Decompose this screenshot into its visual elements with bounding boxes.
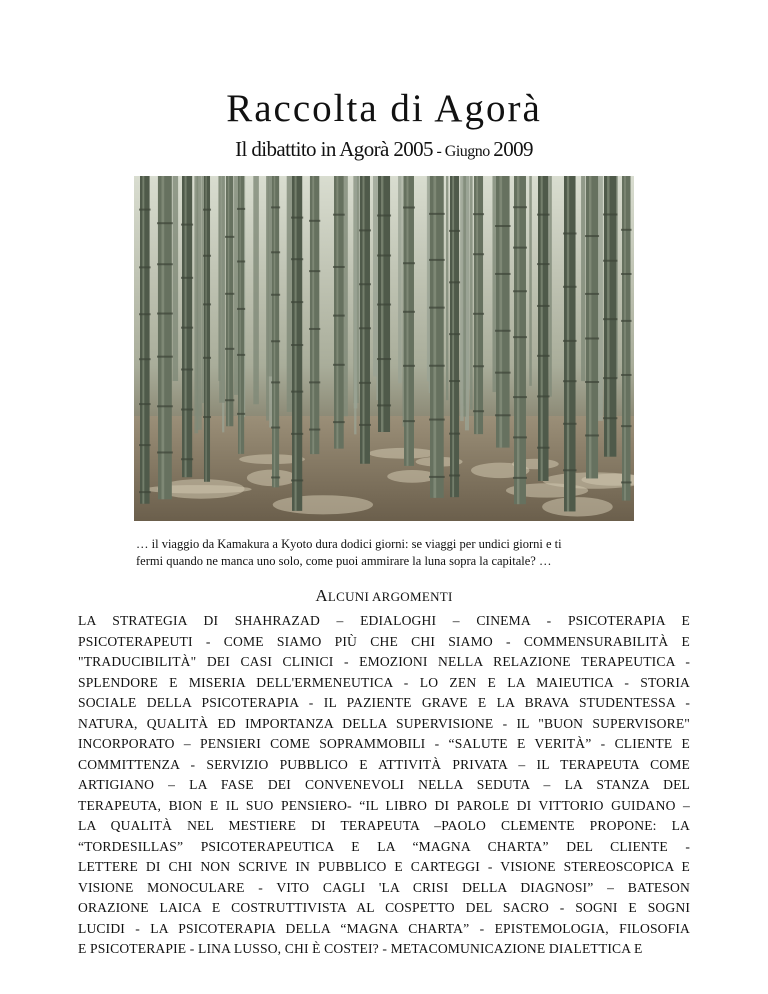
topics-line: LETTERE DI CHI NON SCRIVE IN PUBBLICO E CARTEGGI - VISIONE STEREOSCOPICA E — [78, 859, 690, 874]
bamboo-forest-photo — [134, 176, 634, 521]
topics-line: COMMITTENZA - SERVIZIO PUBBLICO E ATTIVITÀ PRIVATA – IL TERAPEUTA COME — [78, 756, 690, 772]
subtitle-year: 2009 — [493, 137, 533, 161]
caption-line: … il viaggio da Kamakura a Kyoto dura dodici giorni: se viaggi per undici giorni e ti — [136, 537, 562, 551]
caption-line: fermi quando ne manca uno solo, come puoi ammirare la luna sopra la capitale? … — [136, 554, 552, 568]
topics-line: INCORPORATO – PENSIERI COME SOPRAMMOBILI - “SALUTE E VERITÀ” - CLIENTE E — [78, 736, 690, 751]
topics-line: VISIONE MONOCULARE - VITO CAGLI 'LA CRISI DELLA DIAGNOSI” – BATESON — [78, 879, 690, 895]
document-title: Raccolta di Agorà — [226, 87, 542, 130]
topics-line: ORAZIONE LAICA E COSTRUTTIVISTA AL COSPETTO DEL SACRO - SOGNI E SOGNI — [78, 900, 690, 915]
topics-line: TERAPEUTA, BION E IL SUO PENSIERO- “IL LIBRO DI PAROLE DI VITTORIO GUIDANO – — [78, 797, 690, 813]
topics-line: "TRADUCIBILITÀ" DEI CASI CLINICI - EMOZIONI NELLA RELAZIONE TERAPEUTICA - — [78, 654, 690, 669]
heading-rest: LCUNI ARGOMENTI — [327, 589, 453, 604]
topics-paragraph — [78, 611, 690, 960]
section-heading — [0, 586, 768, 606]
subtitle-main: Il dibattito in Agorà 2005 — [235, 137, 433, 161]
topics-line: PSICOTERAPEUTI - COME SIAMO PIÙ CHE CHI SIAMO - COMMENSURABILITÀ E — [78, 633, 690, 649]
topics-line: ARTIGIANO – LA FASE DEI CONVENEVOLI NELLA SEDUTA – LA STANZA DEL — [78, 777, 690, 792]
topics-line: E PSICOTERAPIE - LINA LUSSO, CHI È COSTEI? - METACOMUNICAZIONE DIALETTICA E — [78, 941, 643, 956]
heading-initial: A — [315, 586, 328, 605]
topics-line: SOCIALE DELLA PSICOTERAPIA - IL PAZIENTE GRAVE E LA BRAVA STUDENTESSA - — [78, 695, 690, 710]
topics-line: “TORDESILLAS” PSICOTERAPEUTICA E LA “MAGNA CHARTA” DEL CLIENTE - — [78, 838, 690, 854]
topics-line: SPLENDORE E MISERIA DELL'ERMENEUTICA - LO ZEN E LA MAIEUTICA - STORIA — [78, 674, 690, 690]
document-subtitle — [0, 137, 768, 162]
topics-line: LUCIDI - LA PSICOTERAPIA DELLA “MAGNA CHARTA” - EPISTEMOLOGIA, FILOSOFIA — [78, 920, 690, 936]
topics-line: LA QUALITÀ NEL MESTIERE DI TERAPEUTA –PAOLO CLEMENTE PROPONE: LA — [78, 818, 690, 833]
topics-line: LA STRATEGIA DI SHAHRAZAD – EDIALOGHI – CINEMA - PSICOTERAPIA E — [78, 613, 690, 628]
photo-caption — [136, 536, 636, 570]
subtitle-small: - Giugno — [432, 143, 494, 160]
topics-line: NATURA, QUALITÀ ED IMPORTANZA DELLA SUPERVISIONE - IL "BUON SUPERVISORE" — [78, 715, 690, 731]
